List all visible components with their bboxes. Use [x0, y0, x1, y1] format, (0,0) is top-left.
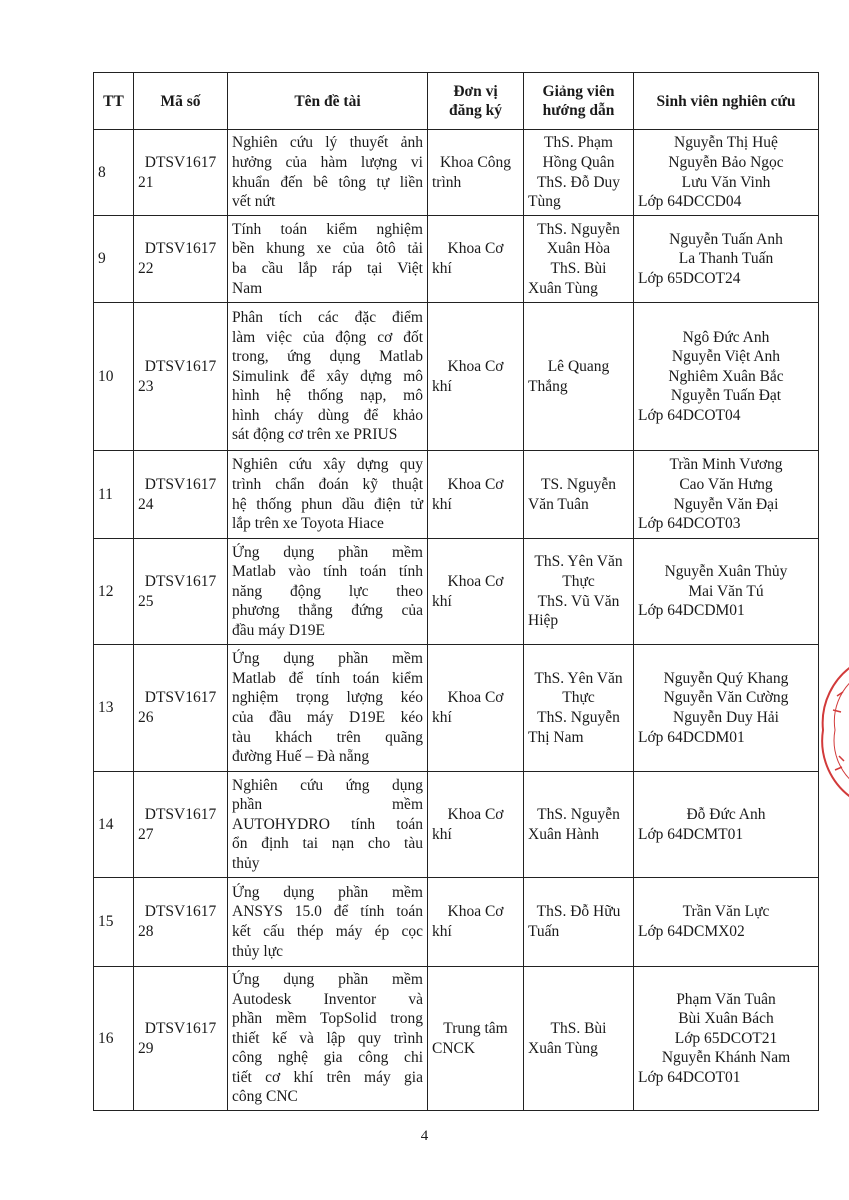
cell-unit-line: khí	[432, 260, 452, 277]
cell-title	[228, 539, 428, 645]
cell-code-line: DTSV1617	[144, 475, 217, 493]
cell-code-line: DTSV1617	[144, 240, 217, 258]
cell-title-line: hưởng của hàm lượng vi	[232, 153, 423, 171]
cell-advisor-line: Văn Tuân	[528, 495, 589, 513]
table-row	[94, 130, 819, 216]
cell-tt	[94, 645, 134, 772]
cell-code	[134, 216, 228, 303]
cell-advisor	[524, 303, 634, 451]
cell-title-line: bền khung xe của ôtô tải	[232, 240, 423, 258]
cell-advisor	[524, 451, 634, 539]
cell-tt	[94, 772, 134, 878]
cell-title	[228, 967, 428, 1111]
cell-unit	[428, 645, 524, 772]
cell-code	[134, 451, 228, 539]
cell-unit-line: khí	[432, 495, 452, 513]
cell-students-line: Lớp 64DCCD04	[638, 193, 742, 211]
header-title: Tên đề tài	[228, 73, 428, 130]
cell-students-line: Lớp 64DCOT01	[638, 1068, 741, 1086]
cell-title-line: trình chẩn đoán kỹ thuật	[232, 475, 423, 493]
cell-tt	[94, 878, 134, 967]
cell-unit-line: Khoa Cơ	[447, 903, 504, 921]
cell-title-line: hình cháy dùng để khảo	[232, 406, 423, 424]
cell-advisor-line: Xuân Tùng	[528, 279, 598, 297]
table-row	[94, 645, 819, 772]
table-row	[94, 216, 819, 303]
cell-code-line: 25	[138, 592, 154, 610]
cell-students-line: Nguyễn Tuấn Anh	[669, 230, 783, 248]
cell-title-line: Matlab vào tính toán tính	[232, 563, 423, 581]
cell-title	[228, 451, 428, 539]
cell-title-line: thủy	[232, 854, 260, 872]
cell-students-line: Nguyễn Quý Khang	[663, 669, 789, 687]
cell-students-line: Ngô Đức Anh	[682, 328, 770, 346]
cell-unit	[428, 451, 524, 539]
cell-advisor-line: ThS. Nguyễn	[537, 220, 620, 238]
cell-title-line: làm việc của động cơ đốt	[232, 328, 423, 346]
cell-students-line: Đỗ Đức Anh	[686, 805, 766, 823]
cell-advisor-line: Thực	[562, 689, 595, 707]
table-row	[94, 878, 819, 967]
cell-title-line: công CNC	[232, 1088, 298, 1106]
cell-advisor-line: Xuân Hành	[528, 825, 600, 843]
cell-code-line: DTSV1617	[144, 689, 217, 707]
header-code: Mã số	[134, 73, 228, 130]
cell-title-line: sát động cơ trên xe PRIUS	[232, 426, 398, 444]
cell-title	[228, 303, 428, 451]
cell-tt	[94, 539, 134, 645]
cell-title-line: Matlab để tính toán kiểm	[232, 669, 423, 687]
cell-code-line: 26	[138, 709, 154, 726]
table-header-row	[94, 73, 819, 130]
cell-students-line: Bùi Xuân Bách	[678, 1010, 774, 1028]
cell-unit-line: Khoa Cơ	[447, 572, 504, 590]
cell-advisor-line: ThS. Yên Văn	[534, 553, 623, 571]
cell-advisor-line: Xuân Tùng	[528, 1039, 598, 1057]
cell-unit-line: Khoa Cơ	[447, 689, 504, 707]
cell-title-line: Ứng dụng phần mềm	[232, 970, 423, 988]
cell-students-line: Trần Văn Lực	[682, 903, 770, 921]
cell-title-line: vết nứt	[232, 193, 276, 211]
cell-title	[228, 130, 428, 216]
cell-code-line: DTSV1617	[144, 357, 217, 375]
cell-unit-line: Khoa Cơ	[447, 240, 504, 258]
cell-tt-line: 8	[98, 163, 106, 181]
cell-students-line: Nguyễn Văn Cường	[663, 689, 789, 707]
cell-unit	[428, 772, 524, 878]
cell-students-line: Lớp 64DCOT03	[638, 515, 741, 533]
cell-tt-line: 13	[98, 699, 114, 717]
cell-code-line: DTSV1617	[144, 805, 217, 823]
cell-advisor	[524, 878, 634, 967]
cell-title-line: khuẩn đến bê tông tự liền	[232, 173, 423, 191]
table-row	[94, 772, 819, 878]
cell-title-line: Nghiên cứu xây dựng quy	[232, 456, 423, 474]
cell-title-line: Nghiên cứu ứng dụng	[232, 776, 423, 794]
cell-code-line: 28	[138, 923, 154, 940]
cell-unit	[428, 878, 524, 967]
cell-title-line: của đầu máy D19E kéo	[232, 709, 423, 726]
cell-code	[134, 878, 228, 967]
cell-students-line: Nghiêm Xuân Bắc	[668, 367, 784, 385]
cell-students-line: Mai Văn Tú	[688, 582, 764, 600]
cell-advisor-line: ThS. Bùi	[550, 260, 607, 277]
cell-advisor	[524, 967, 634, 1111]
cell-advisor-line: Thị Nam	[528, 728, 584, 746]
table-row	[94, 303, 819, 451]
cell-code	[134, 772, 228, 878]
cell-students	[634, 878, 819, 967]
table-row	[94, 539, 819, 645]
cell-title-line: Ứng dụng phần mềm	[232, 543, 423, 561]
cell-title	[228, 216, 428, 303]
cell-tt	[94, 303, 134, 451]
cell-students	[634, 216, 819, 303]
cell-tt-line: 14	[98, 815, 114, 833]
cell-students-line: Nguyễn Xuân Thủy	[664, 563, 788, 581]
cell-advisor-line: ThS. Đỗ Duy	[536, 173, 621, 191]
cell-students-line: Nguyễn Duy Hải	[673, 709, 779, 726]
cell-title-line: thiết kế và lập quy trình	[232, 1029, 423, 1047]
cell-unit-line: Khoa Cơ	[447, 357, 504, 375]
cell-advisor-line: Hiệp	[528, 612, 559, 630]
cell-advisor-line: ThS. Bùi	[550, 1019, 607, 1037]
cell-code-line: 22	[138, 260, 154, 277]
cell-students-line: Lớp 64DCMT01	[638, 825, 744, 843]
cell-advisor-line: Xuân Hòa	[546, 240, 611, 258]
cell-code	[134, 303, 228, 451]
cell-tt	[94, 451, 134, 539]
cell-unit	[428, 216, 524, 303]
cell-code	[134, 539, 228, 645]
cell-title-line: Tính toán kiểm nghiệm	[232, 220, 423, 238]
cell-code-line: DTSV1617	[144, 572, 217, 590]
cell-tt-line: 9	[98, 250, 106, 268]
page-number: 4	[420, 1128, 429, 1144]
cell-students-line: Nguyễn Bảo Ngọc	[668, 153, 784, 171]
cell-unit-line: khí	[432, 825, 452, 843]
cell-code-line: 27	[138, 825, 154, 843]
cell-code-line: 23	[138, 377, 154, 395]
cell-title-line: phần mềm TopSolid trong	[232, 1010, 423, 1028]
cell-code-line: 24	[138, 495, 154, 513]
cell-unit-line: CNCK	[432, 1039, 476, 1057]
header-unit	[428, 73, 524, 130]
cell-tt-line: 15	[98, 913, 114, 931]
table-row	[94, 967, 819, 1111]
cell-unit-line: khí	[432, 377, 452, 395]
cell-title-line: Nam	[232, 279, 263, 297]
cell-advisor	[524, 539, 634, 645]
cell-unit-line: trình	[432, 173, 462, 191]
cell-unit-line: Khoa Cơ	[447, 475, 504, 493]
cell-students	[634, 303, 819, 451]
cell-title-line: Autodesk Inventor và	[232, 990, 423, 1008]
cell-title-line: kết cấu thép máy ép cọc	[232, 923, 423, 940]
header-line: Giảng viên	[542, 83, 615, 100]
cell-students-line: Phạm Văn Tuân	[676, 990, 776, 1008]
cell-title-line: đường Huế – Đà nẵng	[232, 748, 370, 766]
cell-code	[134, 130, 228, 216]
cell-tt-line: 10	[98, 367, 114, 385]
cell-advisor-line: Thực	[562, 572, 595, 590]
cell-advisor-line: Lê Quang	[547, 357, 610, 375]
cell-advisor-line: Tùng	[528, 193, 561, 211]
cell-code-line: 29	[138, 1039, 154, 1057]
cell-advisor	[524, 772, 634, 878]
cell-advisor-line: ThS. Vũ Văn	[537, 592, 620, 610]
cell-unit	[428, 967, 524, 1111]
cell-students	[634, 539, 819, 645]
cell-students-line: Lớp 65DCOT24	[638, 269, 741, 287]
cell-title	[228, 772, 428, 878]
cell-title-line: đầu máy D19E	[232, 621, 325, 639]
cell-unit	[428, 539, 524, 645]
cell-students-line: Lớp 64DCDM01	[638, 602, 745, 620]
cell-title	[228, 878, 428, 967]
header-advisor	[524, 73, 634, 130]
header-line: đăng ký	[449, 102, 502, 119]
cell-students-line: Lớp 64DCOT04	[638, 406, 741, 424]
cell-title-line: ổn định tai nạn cho tàu	[232, 835, 423, 853]
cell-code-line: 21	[138, 173, 154, 191]
cell-unit-line: Trung tâm	[443, 1019, 508, 1037]
cell-students-line: La Thanh Tuấn	[678, 250, 774, 268]
cell-tt-line: 12	[98, 582, 114, 600]
cell-advisor-line: ThS. Yên Văn	[534, 669, 623, 687]
header-students: Sinh viên nghiên cứu	[634, 73, 819, 130]
cell-students	[634, 772, 819, 878]
cell-students-line: Nguyễn Thị Huệ	[674, 134, 778, 152]
cell-title-line: hình hệ thống nạp, mô	[232, 387, 423, 405]
cell-title-line: nghiệm trọng lượng kéo	[232, 689, 423, 707]
cell-unit-line: khí	[432, 592, 452, 610]
cell-advisor	[524, 130, 634, 216]
cell-title-line: Ứng dụng phần mềm	[232, 883, 423, 901]
cell-advisor-line: TS. Nguyễn	[541, 475, 616, 493]
cell-advisor-line: Thắng	[528, 377, 568, 395]
cell-title-line: Simulink để xây dựng mô	[232, 367, 423, 385]
cell-title-line: AUTOHYDRO tính toán	[232, 815, 423, 833]
cell-title-line: tiết cơ khí trên máy gia	[232, 1068, 423, 1086]
cell-students-line: Nguyễn Văn Đại	[673, 495, 779, 513]
cell-unit-line: Khoa Công	[439, 153, 512, 171]
cell-title-line: thủy lực	[232, 942, 284, 960]
cell-students-line: Nguyễn Khánh Nam	[661, 1049, 791, 1067]
cell-code-line: DTSV1617	[144, 903, 217, 921]
cell-unit	[428, 130, 524, 216]
cell-title-line: công nghệ gia công chi	[232, 1049, 423, 1067]
cell-code	[134, 967, 228, 1111]
cell-title-line: năng động lực theo	[232, 582, 423, 600]
cell-title-line: Nghiên cứu lý thuyết ảnh	[232, 134, 423, 152]
cell-code-line: DTSV1617	[144, 1019, 217, 1037]
cell-advisor-line: ThS. Đỗ Hữu	[536, 903, 621, 921]
cell-students	[634, 645, 819, 772]
cell-advisor-line: ThS. Phạm	[544, 134, 613, 152]
cell-title-line: tàu khách trên quãng	[232, 728, 423, 746]
cell-title-line: hệ thống phun dầu điện tử	[232, 495, 423, 513]
cell-advisor-line: ThS. Nguyễn	[537, 805, 620, 823]
cell-students-line: Lưu Văn Vinh	[681, 173, 771, 191]
cell-students-line: Cao Văn Hưng	[679, 475, 773, 493]
cell-advisor-line: Hồng Quân	[542, 153, 615, 171]
cell-title-line: phương thẳng đứng của	[232, 602, 423, 620]
header-line: hướng dẫn	[542, 102, 615, 119]
cell-tt-line: 16	[98, 1029, 114, 1047]
cell-students-line: Lớp 65DCOT21	[674, 1029, 778, 1047]
cell-students-line: Trần Minh Vương	[669, 456, 783, 474]
cell-title-line: ANSYS 15.0 để tính toán	[232, 903, 423, 921]
cell-title-line: Ứng dụng phần mềm	[232, 650, 423, 668]
cell-students-line: Nguyễn Việt Anh	[671, 348, 781, 366]
cell-code	[134, 645, 228, 772]
cell-title-line: ba cầu lắp ráp tại Việt	[232, 260, 423, 277]
header-tt: TT	[94, 73, 134, 130]
cell-title-line: trong, ứng dụng Matlab	[232, 348, 423, 366]
cell-title-line: phần mềm	[232, 796, 423, 814]
cell-title	[228, 645, 428, 772]
table-body	[94, 130, 819, 1111]
cell-students-line: Lớp 64DCMX02	[638, 923, 745, 940]
cell-unit	[428, 303, 524, 451]
research-topics-table	[93, 72, 819, 1111]
cell-students-line: Lớp 64DCDM01	[638, 728, 745, 746]
cell-unit-line: Khoa Cơ	[447, 805, 504, 823]
cell-title-line: Phân tích các đặc điểm	[232, 308, 423, 326]
cell-tt-line: 11	[98, 485, 113, 503]
header-line: Đơn vị	[453, 83, 498, 100]
cell-students	[634, 130, 819, 216]
cell-code-line: DTSV1617	[144, 153, 217, 171]
cell-advisor	[524, 216, 634, 303]
red-stamp-fragment	[815, 660, 849, 810]
cell-unit-line: khí	[432, 923, 452, 940]
cell-advisor-line: Tuấn	[528, 923, 560, 940]
cell-advisor	[524, 645, 634, 772]
cell-tt	[94, 130, 134, 216]
cell-tt	[94, 967, 134, 1111]
cell-advisor-line: ThS. Nguyễn	[537, 709, 620, 726]
cell-tt	[94, 216, 134, 303]
cell-students-line: Nguyễn Tuấn Đạt	[670, 387, 782, 405]
table-row	[94, 451, 819, 539]
cell-students	[634, 967, 819, 1111]
cell-title-line: lắp trên xe Toyota Hiace	[232, 515, 384, 533]
cell-students	[634, 451, 819, 539]
cell-unit-line: khí	[432, 709, 452, 726]
